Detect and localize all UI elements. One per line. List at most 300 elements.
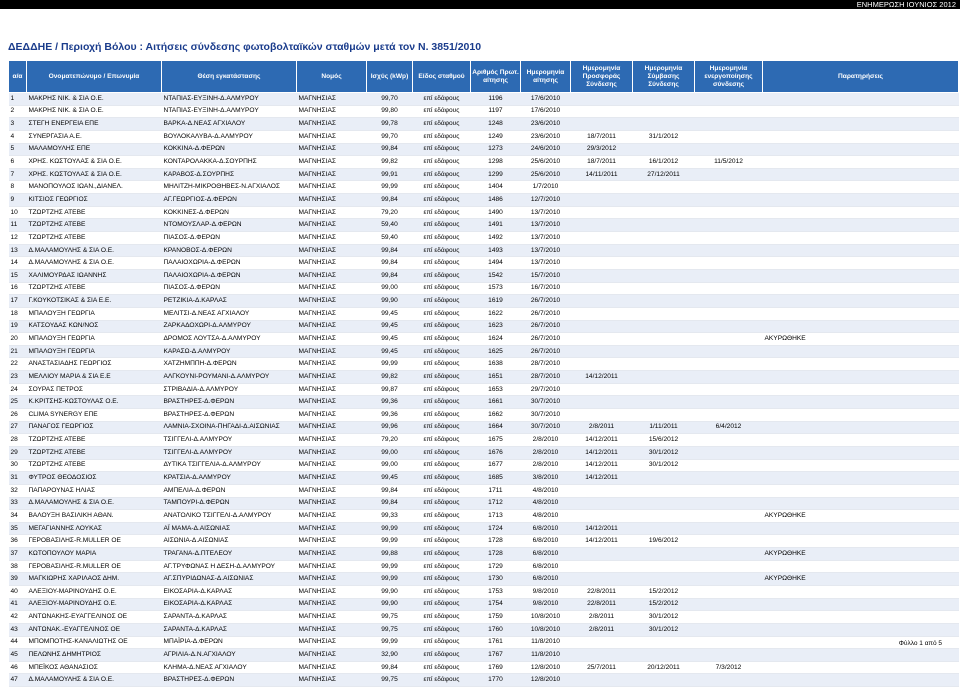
table-cell: 99,84 (367, 194, 413, 207)
table-cell (571, 194, 633, 207)
column-header: Ονοματεπώνυμο / Επωνυμία (27, 61, 162, 93)
table-cell: 99,84 (367, 497, 413, 510)
table-cell: Κ.ΚΡΙΤΣΗΣ-ΚΩΣΤΟΥΛΑΣ Ο.Ε. (27, 396, 162, 409)
table-cell: ΜΑΓΝΗΣΙΑΣ (297, 383, 367, 396)
table-cell: 22/8/2011 (571, 598, 633, 611)
table-cell: ΝΤΑΠΙΑΣ-ΕΥΞΙΝΗ-Δ.ΑΛΜΥΡΟΥ (162, 105, 297, 118)
table-cell: 1/7/2010 (521, 181, 571, 194)
table-cell (571, 333, 633, 346)
table-cell (763, 219, 959, 232)
table-cell: ΜΑΓΝΗΣΙΑΣ (297, 156, 367, 169)
table-row (9, 168, 959, 181)
table-cell: επί εδάφους (413, 93, 471, 106)
table-cell: Δ.ΜΑΛΑΜΟΥΛΗΣ & ΣΙΑ Ο.Ε. (27, 257, 162, 270)
table-cell: ΜΑΓΝΗΣΙΑΣ (297, 358, 367, 371)
table-cell (633, 497, 695, 510)
table-cell (695, 371, 763, 384)
table-cell (633, 181, 695, 194)
table-cell: 15/2/2012 (633, 585, 695, 598)
table-cell: 1625 (471, 345, 521, 358)
table-cell: επί εδάφους (413, 472, 471, 485)
table-cell (571, 484, 633, 497)
table-cell: 99,75 (367, 674, 413, 687)
table-cell: 19/6/2012 (633, 535, 695, 548)
table-cell (763, 497, 959, 510)
table-cell (695, 105, 763, 118)
table-cell: 1685 (471, 472, 521, 485)
table-cell: 14/12/2011 (571, 472, 633, 485)
table-cell: επί εδάφους (413, 484, 471, 497)
table-row (9, 181, 959, 194)
table-row (9, 421, 959, 434)
table-cell: ΜΑΓΝΗΣΙΑΣ (297, 409, 367, 422)
table-cell: ΜΑΓΝΗΣΙΑΣ (297, 611, 367, 624)
table-cell: ΑΝΑΣΤΑΣΙΑΔΗΣ ΓΕΩΡΓΙΟΣ (27, 358, 162, 371)
table-cell: επί εδάφους (413, 307, 471, 320)
table-row (9, 598, 959, 611)
table-row (9, 383, 959, 396)
table-cell (695, 573, 763, 586)
table-row (9, 446, 959, 459)
table-cell (571, 269, 633, 282)
table-cell: ΤΖΩΡΤΖΗΣ ΑΤΕΒΕ (27, 232, 162, 245)
table-cell (695, 168, 763, 181)
table-cell: 99,45 (367, 345, 413, 358)
table-cell: επί εδάφους (413, 333, 471, 346)
table-cell: επί εδάφους (413, 409, 471, 422)
table-cell: ΑΚΥΡΩΘΗΚΕ (763, 333, 959, 346)
table-cell: ΑΚΥΡΩΘΗΚΕ (763, 548, 959, 561)
table-cell: ΜΑΓΝΗΣΙΑΣ (297, 497, 367, 510)
table-cell (763, 535, 959, 548)
table-cell (633, 383, 695, 396)
table-cell: 1728 (471, 535, 521, 548)
table-cell: 99,80 (367, 105, 413, 118)
table-cell: 1728 (471, 548, 521, 561)
table-cell: 1491 (471, 219, 521, 232)
table-cell: επί εδάφους (413, 623, 471, 636)
table-cell: ΠΙΑΣΟΣ-Δ.ΦΕΡΩΝ (162, 282, 297, 295)
table-header (9, 61, 959, 93)
table-cell: ΣΤΕΓΗ ΕΝΕΡΓΕΙΑ ΕΠΕ (27, 118, 162, 131)
table-cell: 23 (9, 371, 27, 384)
table-cell: 2 (9, 105, 27, 118)
table-cell: ΓΕΡΟΒΑΣΙΛΗΣ-R.MULLER ΟΕ (27, 535, 162, 548)
table-cell: ΣΑΡΑΝΤΑ-Δ.ΚΑΡΛΑΣ (162, 611, 297, 624)
table-cell: 14/12/2011 (571, 522, 633, 535)
table-cell (633, 333, 695, 346)
table-cell (695, 307, 763, 320)
table-cell: ΜΑΓΝΗΣΙΑΣ (297, 206, 367, 219)
table-cell (695, 649, 763, 662)
table-cell: 99,00 (367, 459, 413, 472)
table-cell: 11/5/2012 (695, 156, 763, 169)
table-row (9, 472, 959, 485)
table-cell: 10/8/2010 (521, 611, 571, 624)
table-cell: ΣΤΡΙΒΑΔΙΑ-Δ.ΑΛΜΥΡΟΥ (162, 383, 297, 396)
table-cell: Γ.ΚΟΥΚΟΤΣΙΚΑΣ & ΣΙΑ Ε.Ε. (27, 295, 162, 308)
table-cell (763, 409, 959, 422)
table-cell: επί εδάφους (413, 383, 471, 396)
table-cell (695, 295, 763, 308)
table-row (9, 573, 959, 586)
table-cell (571, 320, 633, 333)
table-cell (571, 232, 633, 245)
table-cell: 44 (9, 636, 27, 649)
table-cell: 45 (9, 649, 27, 662)
table-cell: επί εδάφους (413, 143, 471, 156)
table-cell: 2/8/2010 (521, 459, 571, 472)
table-cell: 1619 (471, 295, 521, 308)
table-cell: ΜΑΓΝΗΣΙΑΣ (297, 130, 367, 143)
table-cell: επί εδάφους (413, 421, 471, 434)
table-cell: ΜΑΓΝΗΣΙΑΣ (297, 219, 367, 232)
table-cell: επί εδάφους (413, 636, 471, 649)
table-cell (695, 383, 763, 396)
table-cell: 36 (9, 535, 27, 548)
table-cell: ΧΡΗΣ. ΚΩΣΤΟΥΛΑΣ & ΣΙΑ Ο.Ε. (27, 168, 162, 181)
table-cell: 9/8/2010 (521, 598, 571, 611)
column-header: Ισχύς (kWp) (367, 61, 413, 93)
table-cell (633, 257, 695, 270)
table-row (9, 510, 959, 523)
table-cell: ΧΑΤΖΗΜΠΠΗ-Δ.ΦΕΡΩΝ (162, 358, 297, 371)
table-cell: επί εδάφους (413, 510, 471, 523)
table-cell: επί εδάφους (413, 345, 471, 358)
table-cell: 99,84 (367, 143, 413, 156)
table-cell: 99,45 (367, 307, 413, 320)
table-cell: 23/6/2010 (521, 130, 571, 143)
table-cell: Δ.ΜΑΛΑΜΟΥΛΗΣ & ΣΙΑ Ο.Ε. (27, 244, 162, 257)
table-cell (763, 118, 959, 131)
table-cell: 1675 (471, 434, 521, 447)
table-cell (633, 93, 695, 106)
table-cell: 1662 (471, 409, 521, 422)
table-cell (633, 560, 695, 573)
table-cell: 34 (9, 510, 27, 523)
table-cell: 6/8/2010 (521, 573, 571, 586)
table-row (9, 371, 959, 384)
table-cell: επί εδάφους (413, 446, 471, 459)
table-cell: 30 (9, 459, 27, 472)
table-cell (763, 181, 959, 194)
table-row (9, 484, 959, 497)
table-cell (763, 472, 959, 485)
table-cell: 1196 (471, 93, 521, 106)
table-cell: ΜΑΓΝΗΣΙΑΣ (297, 105, 367, 118)
table-cell: ΜΕΛΙΤΣΙ-Δ.ΝΕΑΣ ΑΓΧΙΑΛΟΥ (162, 307, 297, 320)
table-cell: ΚΟΚΚΙΝΑ-Δ.ΦΕΡΩΝ (162, 143, 297, 156)
table-cell (763, 307, 959, 320)
table-cell: 79,20 (367, 206, 413, 219)
table-cell (633, 295, 695, 308)
table-row (9, 206, 959, 219)
table-cell: 99,82 (367, 156, 413, 169)
table-cell (633, 244, 695, 257)
table-row (9, 649, 959, 662)
table-cell: 31/1/2012 (633, 130, 695, 143)
table-cell: επί εδάφους (413, 585, 471, 598)
table-cell: ΚΑΤΣΟΥΔΑΣ ΚΩΝ/ΝΟΣ (27, 320, 162, 333)
table-cell: ΔΥΤΙΚΑ ΤΣΙΓΓΕΛΙΑ-Δ.ΑΛΜΥΡΟΥ (162, 459, 297, 472)
table-cell: 13/7/2010 (521, 257, 571, 270)
table-cell (763, 623, 959, 636)
table-cell (633, 232, 695, 245)
table-cell: 24 (9, 383, 27, 396)
table-cell: 12/8/2010 (521, 661, 571, 674)
table-cell: ΚΩΤΟΠΟΥΛΟΥ ΜΑΡΙΑ (27, 548, 162, 561)
table-cell (695, 143, 763, 156)
table-cell: 15/2/2012 (633, 598, 695, 611)
table-cell: ΜΑΓΝΗΣΙΑΣ (297, 484, 367, 497)
table-row (9, 497, 959, 510)
table-cell: 26/7/2010 (521, 307, 571, 320)
table-cell: 99,84 (367, 244, 413, 257)
table-cell: 22 (9, 358, 27, 371)
table-cell: ΜΠΑΪΡΙΑ-Δ.ΦΕΡΩΝ (162, 636, 297, 649)
table-cell: ΜΑΓΚΙΩΡΗΣ ΧΑΡΙΛΑΟΣ ΔΗΜ. (27, 573, 162, 586)
table-row (9, 535, 959, 548)
table-cell: 1661 (471, 396, 521, 409)
table-cell: ΜΑΓΝΗΣΙΑΣ (297, 168, 367, 181)
table-cell (763, 661, 959, 674)
table-cell (695, 409, 763, 422)
table-cell: 29/3/2012 (571, 143, 633, 156)
table-cell: 99,96 (367, 421, 413, 434)
table-cell (695, 232, 763, 245)
table-cell: ΖΑΡΚΑΔΟΧΩΡΙ-Δ.ΑΛΜΥΡΟΥ (162, 320, 297, 333)
table-cell: 27 (9, 421, 27, 434)
table-cell: 99,70 (367, 130, 413, 143)
table-cell (633, 320, 695, 333)
table-cell: 18/7/2011 (571, 130, 633, 143)
table-cell: επί εδάφους (413, 434, 471, 447)
table-cell: ΚΟΚΚΙΝΕΣ-Δ.ΦΕΡΩΝ (162, 206, 297, 219)
table-cell (571, 257, 633, 270)
table-cell: ΣΥΝΕΡΓΑΣΙΑ Α.Ε. (27, 130, 162, 143)
table-cell: 1754 (471, 598, 521, 611)
table-row (9, 143, 959, 156)
table-cell: 14/12/2011 (571, 446, 633, 459)
table-cell: 7/3/2012 (695, 661, 763, 674)
column-header: Ημερομηνία αίτησης (521, 61, 571, 93)
table-cell: ΒΑΡΚΑ-Δ.ΝΕΑΣ ΑΓΧΙΑΛΟΥ (162, 118, 297, 131)
table-cell: επί εδάφους (413, 358, 471, 371)
table-cell (695, 484, 763, 497)
table-cell: 17 (9, 295, 27, 308)
table-row (9, 611, 959, 624)
table-cell: 99,45 (367, 320, 413, 333)
table-cell: 13/7/2010 (521, 244, 571, 257)
table-cell: 26 (9, 409, 27, 422)
table-cell: ΑΓ.ΓΕΩΡΓΙΟΣ-Δ.ΦΕΡΩΝ (162, 194, 297, 207)
table-cell (571, 93, 633, 106)
table-cell: ΜΑΚΡΗΣ ΝΙΚ. & ΣΙΑ Ο.Ε. (27, 93, 162, 106)
table-cell: 13/7/2010 (521, 219, 571, 232)
table-cell: 99,90 (367, 585, 413, 598)
table-cell (571, 282, 633, 295)
table-cell: 37 (9, 548, 27, 561)
table-row (9, 130, 959, 143)
table-cell: επί εδάφους (413, 219, 471, 232)
table-cell: ΜΑΓΝΗΣΙΑΣ (297, 560, 367, 573)
table-cell: 35 (9, 522, 27, 535)
table-cell: επί εδάφους (413, 118, 471, 131)
table-cell: 1724 (471, 522, 521, 535)
table-cell (763, 269, 959, 282)
table-cell: ΚΑΡΑΒΟΣ-Δ.ΣΟΥΡΠΗΣ (162, 168, 297, 181)
table-cell (633, 674, 695, 687)
table-cell (695, 130, 763, 143)
table-cell: ΜΠΑΛΟΥΞΗ ΓΕΩΡΓΙΑ (27, 307, 162, 320)
table-cell: επί εδάφους (413, 535, 471, 548)
table-cell: 4/8/2010 (521, 484, 571, 497)
table-cell: ΤΖΩΡΤΖΗΣ ΑΤΕΒΕ (27, 282, 162, 295)
column-header: Παρατηρήσεις (763, 61, 959, 93)
table-cell: ΜΑΛΑΜΟΥΛΗΣ ΕΠΕ (27, 143, 162, 156)
table-row (9, 194, 959, 207)
table-cell: 30/7/2010 (521, 396, 571, 409)
table-row (9, 118, 959, 131)
table-cell: ΜΑΓΝΗΣΙΑΣ (297, 674, 367, 687)
table-cell: επί εδάφους (413, 649, 471, 662)
table-cell: ΜΑΓΝΗΣΙΑΣ (297, 143, 367, 156)
table-cell: 5 (9, 143, 27, 156)
table-cell: 1730 (471, 573, 521, 586)
table-cell: 12/7/2010 (521, 194, 571, 207)
table-cell: ΜΑΓΝΗΣΙΑΣ (297, 118, 367, 131)
table-cell: 2/8/2011 (571, 623, 633, 636)
table-cell: 20/12/2011 (633, 661, 695, 674)
table-row (9, 244, 959, 257)
table-cell: 14/12/2011 (571, 371, 633, 384)
table-cell: 30/7/2010 (521, 421, 571, 434)
table-cell: ΠΙΑΣΟΣ-Δ.ΦΕΡΩΝ (162, 232, 297, 245)
table-cell (633, 484, 695, 497)
table-cell (763, 345, 959, 358)
table-cell: ΠΑΠΑΡΟΥΝΑΣ ΗΛΙΑΣ (27, 484, 162, 497)
table-cell: ΑΓ.ΤΡΥΦΩΝΑΣ Η ΔΕΣΗ-Δ.ΑΛΜΥΡΟΥ (162, 560, 297, 573)
table-cell: ΜΑΓΝΗΣΙΑΣ (297, 295, 367, 308)
table-cell: ΜΑΓΝΗΣΙΑΣ (297, 548, 367, 561)
table-cell (763, 674, 959, 687)
table-cell: 1249 (471, 130, 521, 143)
table-cell: 9/8/2010 (521, 585, 571, 598)
table-cell (763, 585, 959, 598)
table-cell: 1494 (471, 257, 521, 270)
table-cell: 99,82 (367, 371, 413, 384)
table-cell (633, 636, 695, 649)
table-cell: ΒΡΑΣΤΗΡΕΣ-Δ.ΦΕΡΩΝ (162, 409, 297, 422)
table-row (9, 358, 959, 371)
table-cell (763, 611, 959, 624)
table-cell: 1622 (471, 307, 521, 320)
table-cell (571, 548, 633, 561)
table-cell: ΜΑΓΝΗΣΙΑΣ (297, 585, 367, 598)
table-cell: ΚΟΝΤΑΡΟΛΑΚΚΑ-Δ.ΣΟΥΡΠΗΣ (162, 156, 297, 169)
table-cell: ΚΑΡΑΣΩ-Δ.ΑΛΜΥΡΟΥ (162, 345, 297, 358)
table-cell: ΡΕΤΖΙΚΙΑ-Δ.ΚΑΡΛΑΣ (162, 295, 297, 308)
table-cell: επί εδάφους (413, 674, 471, 687)
table-cell: ΠΑΛΑΙΟΧΩΡΙΑ-Δ.ΦΕΡΩΝ (162, 257, 297, 270)
table-cell: ΑΝΑΤΟΛΙΚΟ ΤΣΙΓΓΕΛΙ-Δ.ΑΛΜΥΡΟΥ (162, 510, 297, 523)
table-cell: επί εδάφους (413, 497, 471, 510)
table-cell: 99,87 (367, 383, 413, 396)
table-cell: επί εδάφους (413, 257, 471, 270)
applications-table (8, 60, 959, 687)
table-cell: ΠΕΛΩΝΗΣ ΔΗΜΗΤΡΙΟΣ (27, 649, 162, 662)
table-cell: 33 (9, 497, 27, 510)
table-cell: 15 (9, 269, 27, 282)
table-cell: 20 (9, 333, 27, 346)
table-cell (633, 219, 695, 232)
table-cell (571, 244, 633, 257)
table-cell: 47 (9, 674, 27, 687)
table-cell (633, 510, 695, 523)
table-cell: 99,91 (367, 168, 413, 181)
table-cell: 16/7/2010 (521, 282, 571, 295)
table-cell: ΠΑΝΑΓΟΣ ΓΕΩΡΓΙΟΣ (27, 421, 162, 434)
table-cell (571, 105, 633, 118)
table-cell: ΜΑΓΝΗΣΙΑΣ (297, 345, 367, 358)
table-cell: ΤΣΙΓΓΕΛΙ-Δ.ΑΛΜΥΡΟΥ (162, 434, 297, 447)
table-cell: 3 (9, 118, 27, 131)
table-cell: επί εδάφους (413, 611, 471, 624)
table-cell: 99,84 (367, 269, 413, 282)
table-cell: ΤΖΩΡΤΖΗΣ ΑΤΕΒΕ (27, 206, 162, 219)
table-cell: 99,99 (367, 181, 413, 194)
table-cell (633, 143, 695, 156)
column-header: α/α (9, 61, 27, 93)
table-cell: ΜΑΓΝΗΣΙΑΣ (297, 459, 367, 472)
table-cell (763, 206, 959, 219)
table-cell: επί εδάφους (413, 295, 471, 308)
table-cell: ΑΛΕΞΙΟΥ-ΜΑΡΙΝΟΥΔΗΣ Ο.Ε. (27, 598, 162, 611)
table-cell: 39 (9, 573, 27, 586)
table-cell (695, 674, 763, 687)
table-cell: 1273 (471, 143, 521, 156)
table-cell: 4/8/2010 (521, 510, 571, 523)
table-cell: ΝΤΟΜΟΥΣΛΑΡ-Δ.ΦΕΡΩΝ (162, 219, 297, 232)
table-cell: 30/1/2012 (633, 623, 695, 636)
table-cell: 99,75 (367, 623, 413, 636)
table-cell (763, 130, 959, 143)
table-cell: 1542 (471, 269, 521, 282)
table-cell: 1 (9, 93, 27, 106)
table-cell (633, 358, 695, 371)
table-cell: 2/8/2010 (521, 446, 571, 459)
table-cell (571, 345, 633, 358)
table-cell (695, 282, 763, 295)
table-cell (633, 396, 695, 409)
table-cell: 26/7/2010 (521, 320, 571, 333)
table-cell: 28/7/2010 (521, 371, 571, 384)
table-cell: 11/8/2010 (521, 649, 571, 662)
table-cell: ΜΑΝΟΠΟΥΛΟΣ ΙΩΑΝ.,ΔΙΑΝΕΛ. (27, 181, 162, 194)
table-cell: επί εδάφους (413, 156, 471, 169)
table-cell: 14/12/2011 (571, 434, 633, 447)
table-row (9, 219, 959, 232)
table-cell: επί εδάφους (413, 168, 471, 181)
table-cell (695, 219, 763, 232)
table-cell: 9 (9, 194, 27, 207)
column-header: Αριθμός Πρωτ. αίτησης (471, 61, 521, 93)
table-cell: 1248 (471, 118, 521, 131)
table-cell (571, 497, 633, 510)
table-cell: 1761 (471, 636, 521, 649)
column-header: Είδος σταθμού (413, 61, 471, 93)
table-cell: 1651 (471, 371, 521, 384)
